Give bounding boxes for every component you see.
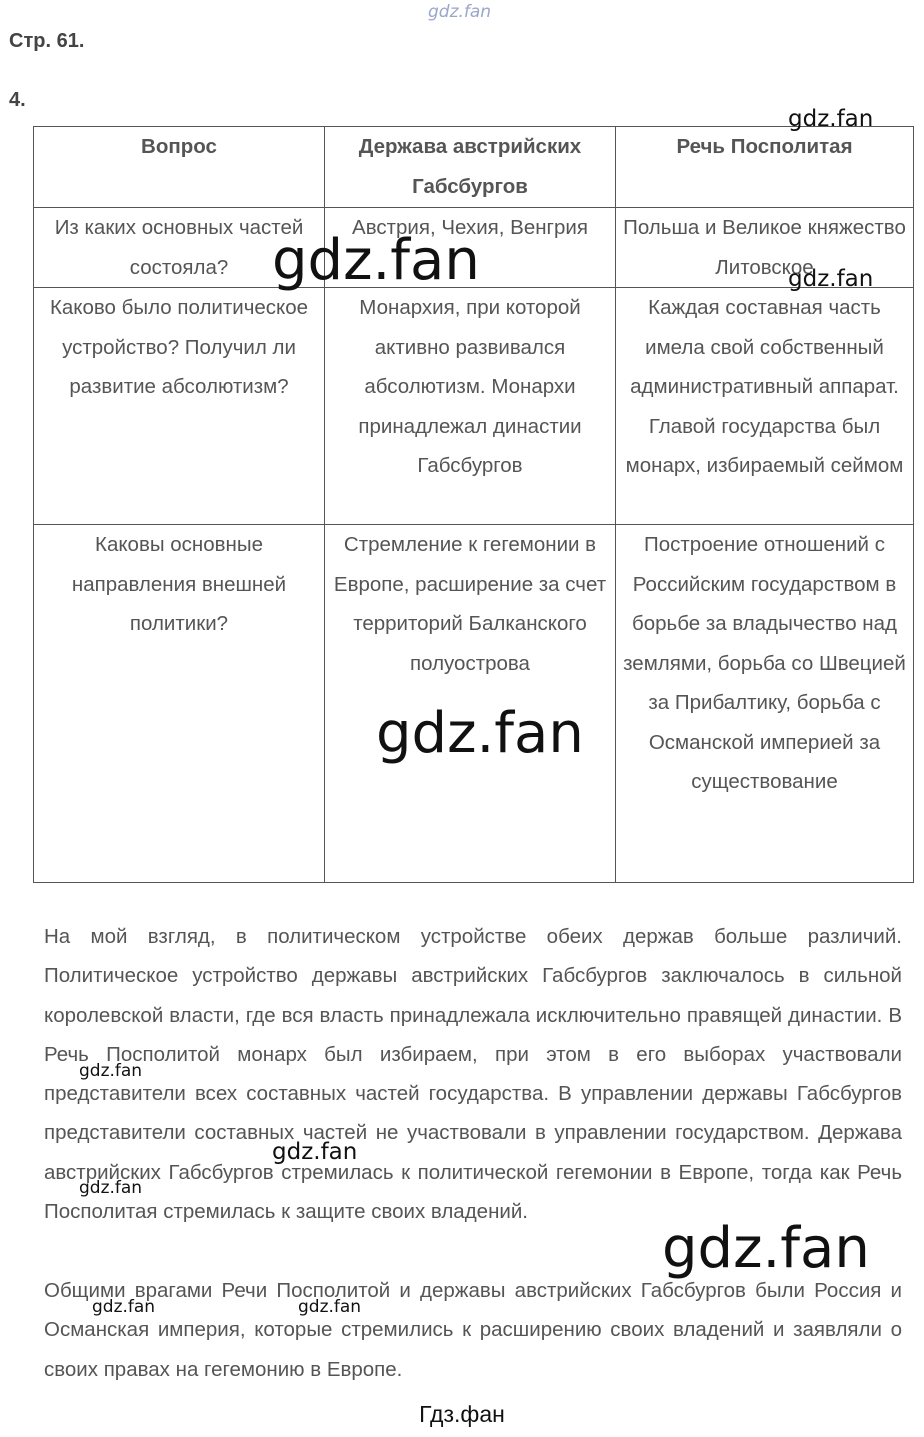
answer-paragraph-1: На мой взгляд, в политическом устройстве обеих держав больше различий. Политическое устройство державы австрийских Габсбургов заключалось в сильной королевской власти, где вся власть принадлежала исключительно правящей династии. В Речь Посполитой монарх был избираем, при этом в его выборах участвовали представители всех составных частей государства. В управлении державы Габсбургов представители составных частей не участвовали в управлении государством. Держава австрийских Габсбургов стремилась к политической гегемонии в Европе, тогда как Речь Посполитая стремилась к защите своих владений. <box>44 925 902 1224</box>
header-rzeczpospolita: Речь Посполитая <box>616 127 914 208</box>
table-cell: Австрия, Чехия, Венгрия <box>325 208 616 288</box>
watermark: gdz.fan <box>376 701 584 766</box>
table-cell: Каковы основные направления внешней политики? <box>34 525 325 883</box>
table-cell: Каждая составная часть имела свой собственный административный аппарат. Главой государства был монарх, избираемый сеймом <box>616 288 914 525</box>
table-header-row <box>34 127 914 208</box>
watermark: gdz.fan <box>79 1061 143 1081</box>
task-number: 4. <box>9 89 26 111</box>
table-cell: Стремление к гегемонии в Европе, расширение за счет территорий Балканского полуострова <box>325 525 616 883</box>
header-habsburg: Держава австрийских Габсбургов <box>325 127 616 208</box>
watermark: gdz.fan <box>788 266 874 292</box>
watermark: gdz.fan <box>788 106 874 132</box>
table-cell: Из каких основных частей состояла? <box>34 208 325 288</box>
table-cell: Польша и Великое княжество Литовское <box>616 208 914 288</box>
page-label: Стр. 61. <box>9 30 85 52</box>
watermark: gdz.fan <box>662 1216 870 1281</box>
watermark: gdz.fan <box>79 1178 143 1198</box>
watermark: gdz.fan <box>272 228 480 293</box>
watermark: gdz.fan <box>298 1297 362 1317</box>
watermark-top: gdz.fan <box>428 2 492 22</box>
table-cell: Построение отношений с Российским государством в борьбе за владычество над землями, борьба со Швецией за Прибалтику, борьба с Османской империей за существование <box>616 525 914 883</box>
header-question: Вопрос <box>34 127 325 208</box>
watermark: gdz.fan <box>272 1139 358 1165</box>
watermark: gdz.fan <box>92 1297 156 1317</box>
answer-paragraph-2: Общими врагами Речи Посполитой и державы австрийских Габсбургов были Россия и Османская империя, которые стремились к расширению своих владений и заявляли о своих правах на гегемонию в Европе. <box>44 1279 902 1381</box>
table-cell: Каково было политическое устройство? Получил ли развитие абсолютизм? <box>34 288 325 525</box>
table-row <box>34 288 914 525</box>
table-cell: Монархия, при которой активно развивался абсолютизм. Монархи принадлежал династии Габсбургов <box>325 288 616 525</box>
footer-caption: Гдз.фан <box>419 1401 505 1427</box>
